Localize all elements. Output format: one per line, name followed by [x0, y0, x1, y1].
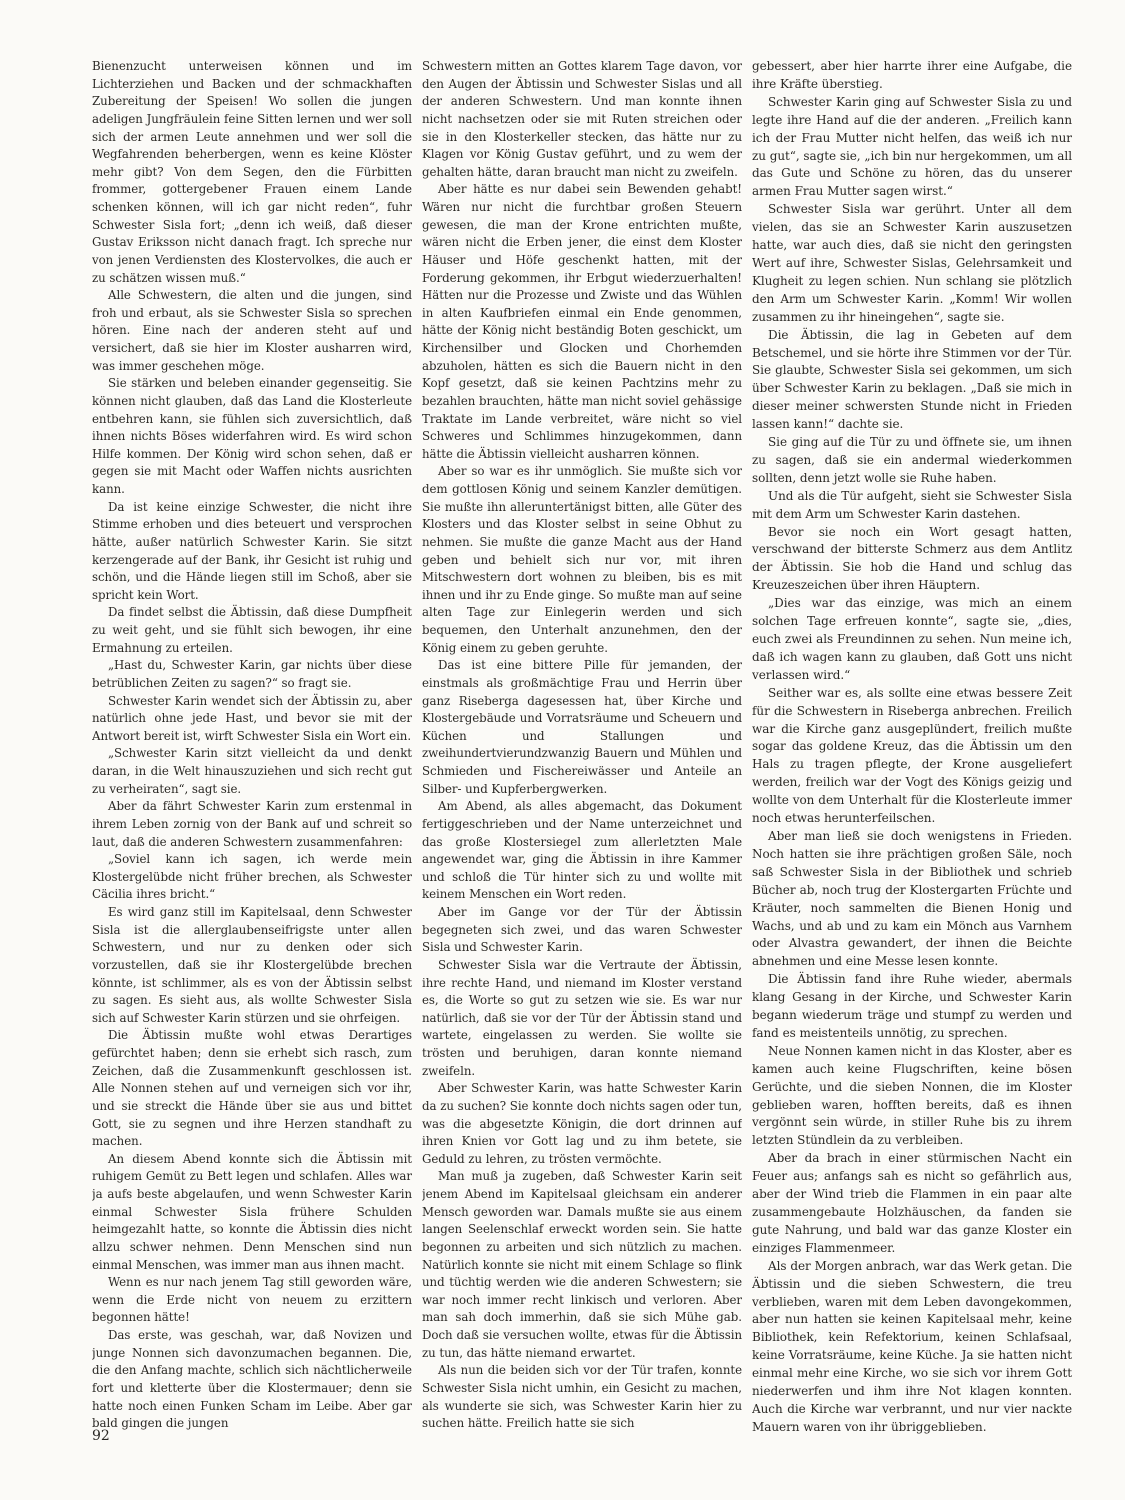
paragraph: Als der Morgen anbrach, war das Werk getan. Die Äbtissin und die sieben Schwestern, die treu verblieben, waren mit dem Leben davongekommen, aber nun hatten sie keinen Kapitelsaal mehr, keine Bibliothek, kein Refektorium, keinen Schlafsaal, keine Vorratsräume, keine Küche. Ja sie hatten nicht einmal mehr eine Kirche, wo sie sich vor ihrem Gott niederwerfen und ihm ihre Not klagen konnten. Auch die Kirche war verbrannt, und nur vier nackte Mauern waren von ihr übriggeblieben. [752, 1258, 1072, 1434]
paragraph: Schwester Karin wendet sich der Äbtissin zu, aber natürlich ohne jede Hast, und bevor sie mit der Antwort bereit ist, wirft Schwester Sisla ein Wort ein. [92, 693, 412, 743]
text-columns [92, 58, 1072, 1438]
paragraph: Aber man ließ sie doch wenigstens in Frieden. Noch hatten sie ihre prächtigen großen Säle, noch saß Schwester Sisla in der Bibliothek und schrieb Bücher ab, noch trug der Klostergarten Früchte und Kräuter, noch sammelten die Bienen Honig und Wachs, und ab und zu kam ein Mönch aus Varnhem oder Alvastra gewandert, der ihnen die Beichte abnehmen und eine Messe lesen konnte. [752, 828, 1072, 969]
paragraph: Die Äbtissin, die lag in Gebeten auf dem Betschemel, und sie hörte ihre Stimmen vor der Tür. Sie glaubte, Schwester Sisla sei gekommen, um sich über Schwester Karin zu beklagen. „Daß sie mich in dieser meiner schwersten Stunde nicht in Frieden lassen kann!“ dachte sie. [752, 327, 1072, 432]
paragraph: „Schwester Karin sitzt vielleicht da und denkt daran, in die Welt hinauszuziehen und sich recht gut zu verheiraten“, sagt sie. [92, 746, 412, 796]
text-column-2 [422, 58, 742, 1438]
paragraph: Aber da brach in einer stürmischen Nacht ein Feuer aus; anfangs sah es nicht so gefährlich aus, aber der Wind trieb die Flammen in ein paar alte zusammengebaute Holzhäuschen, da fanden sie gute Nahrung, und bald war das ganze Kloster ein einziges Flammenmeer. [752, 1151, 1072, 1255]
paragraph: Am Abend, als alles abgemacht, das Dokument fertiggeschrieben und der Name unterzeichnet und das große Klostersiegel zum allerletzten Male angewendet war, ging die Äbtissin in ihre Kammer und schloß die Tür hinter sich zu und wollte mit keinem Menschen ein Wort reden. [422, 799, 742, 902]
paragraph: Die Äbtissin fand ihre Ruhe wieder, abermals klang Gesang in der Kirche, und Schwester Karin begann wiederum träge und stumpf zu werden und fand es meistenteils unnötig, zu sprechen. [752, 972, 1072, 1040]
paragraph: Da ist keine einzige Schwester, die nicht ihre Stimme erhoben und dies beteuert und versprochen hätte, außer natürlich Schwester Karin. Sie sitzt kerzengerade auf der Bank, ihr Gesicht ist ruhig und schön, und die Hände liegen still im Schoß, aber sie spricht kein Wort. [92, 499, 412, 602]
paragraph: Aber im Gange vor der Tür der Äbtissin begegneten sich zwei, und das waren Schwester Sisla und Schwester Karin. [422, 905, 742, 955]
paragraph: Das erste, was geschah, war, daß Novizen und junge Nonnen sich davonzumachen begannen. Die, die den Anfang machte, schlich sich nächtlicherweile fort und kletterte über die Klostermauer; denn sie hatte noch einen Funken Scham im Leibe. Aber gar bald gingen die jungen [92, 1328, 412, 1431]
paragraph: Seither war es, als sollte eine etwas bessere Zeit für die Schwestern in Riseberga anbrechen. Freilich war die Kirche ganz ausgeplündert, freilich mußte sogar das goldene Kreuz, das die Äbtissin um den Hals zu tragen pflegte, der Krone ausgeliefert werden, freilich war der Vogt des Königs geizig und wollte von dem Unterhalt für die Klosterleute immer noch etwas herunterfeilschen. [752, 685, 1072, 826]
paragraph: An diesem Abend konnte sich die Äbtissin mit ruhigem Gemüt zu Bett legen und schlafen. Alles war ja aufs beste abgelaufen, und wenn Schwester Karin einmal Schwester Sisla frühere Schulden heimgezahlt hatte, so konnte die Äbtissin dies nicht allzu schwer nehmen. Denn Menschen sind nun einmal Menschen, was immer man aus ihnen macht. [92, 1151, 412, 1272]
paragraph: Und als die Tür aufgeht, sieht sie Schwester Sisla mit dem Arm um Schwester Karin dastehen. [752, 488, 1072, 521]
text-column-1 [92, 58, 412, 1438]
paragraph: Da findet selbst die Äbtissin, daß diese Dumpfheit zu weit geht, und sie fühlt sich bewogen, ihr eine Ermahnung zu erteilen. [92, 605, 412, 655]
paragraph: Neue Nonnen kamen nicht in das Kloster, aber es kamen auch keine Flugschriften, keine bösen Gerüchte, und die sieben Nonnen, die im Kloster geblieben waren, hofften bereits, daß es ihnen vergönnt sein würde, in stiller Ruhe bis zu ihrem letzten Stündlein da zu verbleiben. [752, 1043, 1072, 1148]
paragraph: Als nun die beiden sich vor der Tür trafen, konnte Schwester Sisla nicht umhin, ein Gesicht zu machen, als wunderte sie sich, was Schwester Karin hier zu suchen hätte. Freilich hatte sie sich [422, 1363, 742, 1431]
paragraph: Bevor sie noch ein Wort gesagt hatten, verschwand der bitterste Schmerz aus dem Antlitz der Äbtissin. Sie hob die Hand und schlug das Kreuzeszeichen über ihren Häuptern. [752, 524, 1072, 593]
paragraph: Aber da fährt Schwester Karin zum erstenmal in ihrem Leben zornig von der Bank auf und schreit so laut, daß die anderen Schwestern zusammenfahren: [92, 799, 412, 849]
paragraph: gebessert, aber hier harrte ihrer eine Aufgabe, die ihre Kräfte überstieg. [752, 59, 1072, 91]
text-column-3 [752, 58, 1072, 1438]
paragraph: „Dies war das einzige, was mich an einem solchen Tage erfreuen konnte“, sagte sie, „dies, euch zwei als Freundinnen zu sehen. Nun meine ich, daß ich wagen kann zu glauben, daß Gott uns nicht verlassen wird.“ [752, 596, 1072, 682]
paragraph: Aber hätte es nur dabei sein Bewenden gehabt! Wären nur nicht die furchtbar großen Steuern gewesen, die man der Krone entrichten mußte, wären nicht die Erben jener, die einst dem Kloster Häuser und Höfe geschenkt hatten, mit der Forderung gekommen, ihr Erbgut wiederzuerhalten! Hätten nur die Prozesse und Zwiste und das Wühlen in alten Kaufbriefen einmal ein Ende genommen, hätte der König nicht beständig Boten geschickt, um Kirchensilber und Glocken und Chorhemden abzuholen, hätten es sich die Bauern nicht in den Kopf gesetzt, daß sie keinen Pachtzins mehr zu bezahlen brauchten, hätte man nicht soviel gehässige Traktate im Lande verbreitet, wäre nicht so viel Schweres und Schlimmes hinzugekommen, dann hätte die Äbtissin vielleicht ausharren können. [422, 182, 742, 461]
paragraph: Schwestern mitten an Gottes klarem Tage davon, vor den Augen der Äbtissin und Schwester Sislas und all der anderen Schwestern. Und man konnte ihnen nicht nachsetzen oder sie mit Ruten streichen oder sie in den Klosterkeller stecken, das hätte nur zu Klagen vor König Gustav geführt, und zu wem der gehalten hätte, daran braucht man nicht zu zweifeln. [422, 59, 742, 179]
paragraph: „Soviel kann ich sagen, ich werde mein Klostergelübde nicht früher brechen, als Schwester Cäcilia ihres bricht.“ [92, 852, 412, 902]
paragraph: Die Äbtissin mußte wohl etwas Derartiges gefürchtet haben; denn sie erhebt sich rasch, zum Zeichen, daß die Zusammenkunft geschlossen ist. Alle Nonnen stehen auf und verneigen sich vor ihr, und sie streckt die Hände über sie aus und bittet Gott, sie zu segnen und ihre Herzen standhaft zu machen. [92, 1028, 412, 1149]
paragraph: Schwester Sisla war gerührt. Unter all dem vielen, das sie an Schwester Karin auszusetzen hatte, war auch dies, daß sie nicht den geringsten Wert auf ihre, Schwester Sislas, Gelehrsamkeit und Klugheit zu legen schien. Nun schlang sie plötzlich den Arm um Schwester Karin. „Komm! Wir wollen zusammen zu ihr hineingehen“, sagte sie. [752, 202, 1072, 324]
paragraph: Man muß ja zugeben, daß Schwester Karin seit jenem Abend im Kapitelsaal gleichsam ein anderer Mensch geworden war. Damals mußte sie aus einem langen Seelenschlaf erweckt worden sein. Sie hatte begonnen zu arbeiten und sich nützlich zu machen. Natürlich konnte sie nicht mit einem Schlage so flink und tüchtig werden wie die anderen Schwestern; sie war noch immer recht linkisch und verloren. Aber man sah doch immerhin, daß sie sich Mühe gab. Doch daß sie versuchen wollte, etwas für die Äbtissin zu tun, das hätte niemand erwartet. [422, 1169, 742, 1360]
paragraph: Sie ging auf die Tür zu und öffnete sie, um ihnen zu sagen, daß sie ein andermal wiederkommen sollten, denn jetzt wolle sie Ruhe haben. [752, 435, 1072, 485]
paragraph: Aber so war es ihr unmöglich. Sie mußte sich vor dem gottlosen König und seinem Kanzler demütigen. Sie mußte ihn alleruntertänigst bitten, alle Güter des Klosters und das Kloster selbst in seine Obhut zu nehmen. Sie mußte die ganze Macht aus der Hand geben und behielt sich nur vor, mit ihren Mitschwestern dort wohnen zu bleiben, bis es mit ihnen und ihr zu Ende ginge. So mußte man auf seine alten Tage zur Einlegerin werden und sich bequemen, den Unterhalt anzunehmen, den der König einem zu geben geruhte. [422, 464, 742, 655]
page-number: 92 [92, 1428, 110, 1444]
paragraph: Wenn es nur nach jenem Tag still geworden wäre, wenn die Erde nicht von neuem zu erzittern begonnen hätte! [92, 1275, 412, 1325]
paragraph: Das ist eine bittere Pille für jemanden, der einstmals als großmächtige Frau und Herrin über ganz Riseberga dagesessen hat, über Kirche und Klostergebäude und Vorratsräume und Scheuern und Küchen und Stallungen und zweihundertvierundzwanzig Bauern und Mühlen und Schmieden und Fischereiwässer und Anteile an Silber- und Kupferbergwerken. [422, 658, 742, 796]
paragraph: Schwester Karin ging auf Schwester Sisla zu und legte ihre Hand auf die der anderen. „Freilich kann ich der Frau Mutter nicht helfen, das weiß ich nur zu gut“, sagte sie, „ich bin nur hergekommen, um all das Gute und Schöne zu hören, das du unserer armen Frau Mutter sagen wirst.“ [752, 94, 1072, 199]
paragraph: Schwester Sisla war die Vertraute der Äbtissin, ihre rechte Hand, und niemand im Kloster verstand es, die Worte so gut zu setzen wie sie. Es war nur natürlich, daß sie vor der Tür der Äbtissin stand und wartete, eingelassen zu werden. Sie wollte sie trösten und beruhigen, daran konnte niemand zweifeln. [422, 957, 742, 1078]
paragraph: „Hast du, Schwester Karin, gar nichts über diese betrüblichen Zeiten zu sagen?“ so fragt sie. [92, 658, 412, 690]
paragraph: Es wird ganz still im Kapitelsaal, denn Schwester Sisla ist die allerglaubenseifrigste unter allen Schwestern, und nur zu denken oder sich vorzustellen, daß sie ihr Klostergelübde brechen könnte, ist schlimmer, als es von der Äbtissin selbst zu sagen. Es sieht aus, als wollte Schwester Sisla sich auf Schwester Karin stürzen und sie ohrfeigen. [92, 905, 412, 1025]
paragraph: Aber Schwester Karin, was hatte Schwester Karin da zu suchen? Sie konnte doch nichts sagen oder tun, was die abgesetzte Königin, die dort drinnen auf ihren Knien vor Gott lag und zu ihm betete, sie Geduld zu lehren, zu trösten vermöchte. [422, 1081, 742, 1166]
paragraph: Alle Schwestern, die alten und die jungen, sind froh und erbaut, als sie Schwester Sisla so sprechen hören. Eine nach der anderen steht auf und versichert, daß sie hier im Kloster ausharren wird, was immer geschehen möge. [92, 288, 412, 373]
paragraph: Bienenzucht unterweisen können und im Lichterziehen und Backen und der schmackhaften Zubereitung der Speisen! Wo sollen die jungen adeligen Jungfräulein feine Sitten lernen und wer soll sich der armen Leute annehmen und wer soll die Wegfahrenden beherbergen, wenn es keine Klöster mehr gibt? Von dem Segen, den die Fürbitten frommer, gottergebener Frauen einem Lande schenken können, will ich gar nicht reden“, fuhr Schwester Sisla fort; „denn ich weiß, daß dieser Gustav Eriksson nicht danach fragt. Ich spreche nur von jenen Verdiensten des Klostervolkes, die auch er zu schätzen wissen muß.“ [92, 59, 412, 285]
paragraph: Sie stärken und beleben einander gegenseitig. Sie können nicht glauben, daß das Land die Klosterleute entbehren kann, sie fühlen sich zuversichtlich, daß ihnen nichts Böses widerfahren wird. Es wird schon Hilfe kommen. Der König wird schon sehen, daß er gegen sie mit Macht oder Waffen nichts ausrichten kann. [92, 376, 412, 496]
